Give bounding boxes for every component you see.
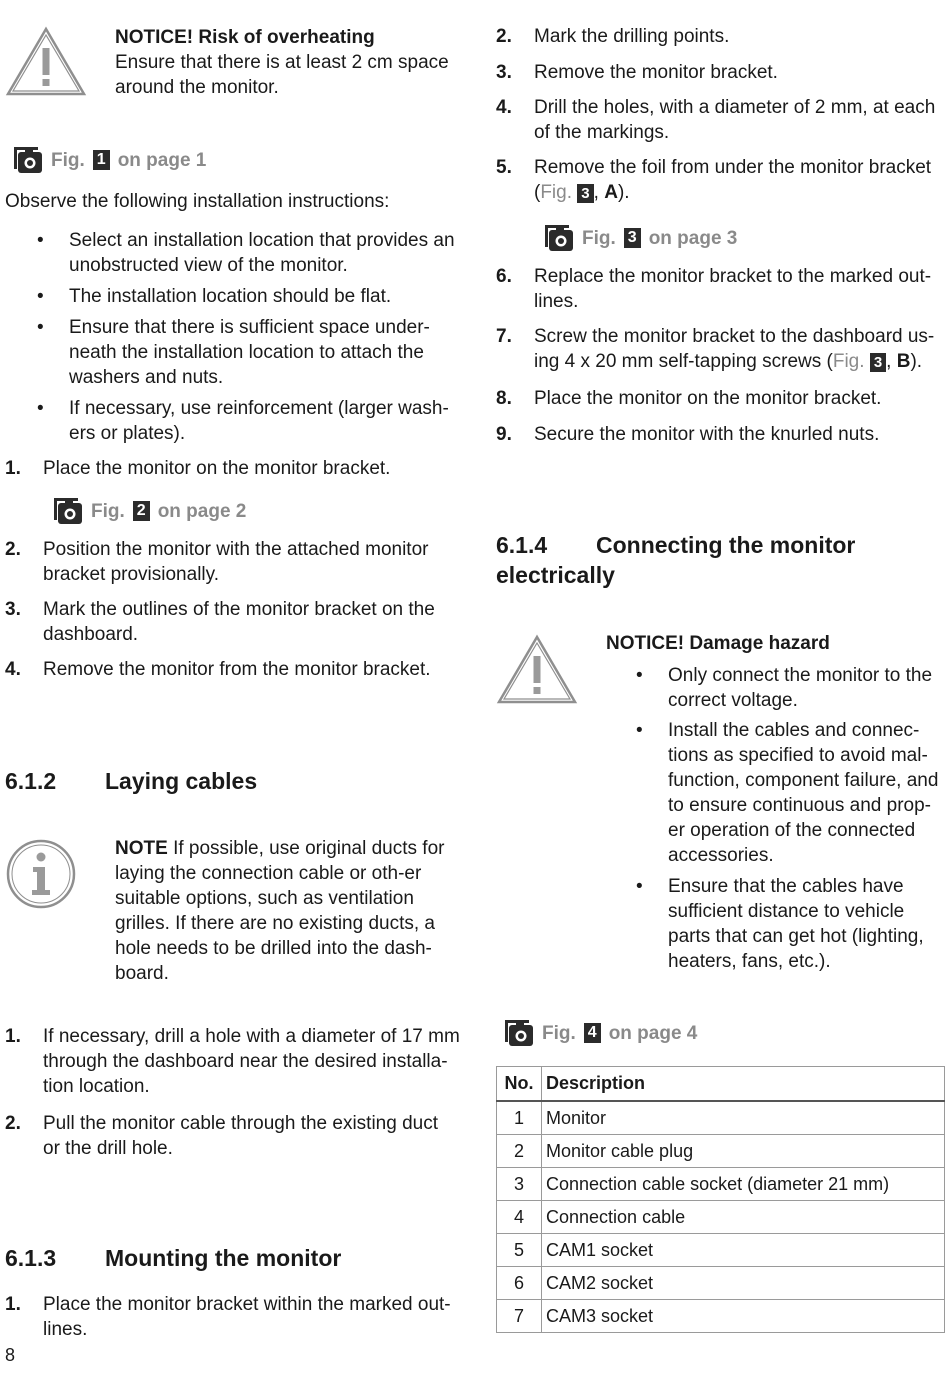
- notice-text: Ensure that there is at least 2 cm space: [115, 52, 449, 73]
- bullet-icon: •: [37, 230, 44, 251]
- step-number: 8.: [496, 388, 512, 409]
- notice-text: around the monitor.: [115, 77, 279, 98]
- step-text: Position the monitor with the attached monitor bracket provisionally.: [43, 539, 429, 585]
- table-cell: 3: [497, 1168, 542, 1201]
- inline-fig-link[interactable]: Fig.: [832, 351, 865, 372]
- step-item: [5, 1292, 460, 1342]
- figure-reference[interactable]: [53, 497, 246, 525]
- table-row: [497, 1234, 945, 1267]
- bullet-icon: •: [37, 286, 44, 307]
- table-cell: 7: [497, 1300, 542, 1333]
- note-text: If possible, use original ducts for laying the connection cable or oth-er suitable options, such as ventilation grilles. If there are no existing ducts, a hole needs to be drilled into the dash-board.: [115, 838, 445, 984]
- figure-reference[interactable]: [504, 1019, 697, 1047]
- table-cell: Monitor cable plug: [542, 1135, 945, 1168]
- fig-number: 3: [624, 228, 641, 248]
- step-number: 4.: [496, 97, 512, 118]
- fig-number: 1: [93, 150, 110, 170]
- warning-icon: [496, 634, 578, 706]
- fig-number: 3: [870, 353, 886, 372]
- parts-table: [496, 1066, 945, 1333]
- list-item: [37, 315, 437, 390]
- section-number: 6.1.3: [5, 1245, 57, 1271]
- table-cell: Monitor: [542, 1101, 945, 1135]
- fig-suffix: on page 3: [648, 227, 738, 249]
- paren: ).: [617, 182, 630, 203]
- table-row: [497, 1300, 945, 1333]
- step-item: [5, 597, 445, 647]
- step-number: 3.: [5, 599, 21, 620]
- separator: ,: [886, 351, 897, 372]
- inline-fig-link[interactable]: Fig.: [540, 182, 573, 203]
- separator: ,: [593, 182, 605, 203]
- table-cell: CAM1 socket: [542, 1234, 945, 1267]
- camera-icon: [13, 146, 43, 174]
- step-item: [496, 24, 941, 49]
- table-cell: Connection cable socket (diameter 21 mm): [542, 1168, 945, 1201]
- section-heading: [5, 1243, 341, 1273]
- page-number: 8: [5, 1345, 16, 1365]
- table-row: [497, 1135, 945, 1168]
- fig-prefix: Fig.: [582, 227, 616, 249]
- note-label: NOTE: [115, 838, 168, 859]
- notice-overheating: [115, 25, 455, 100]
- table-cell: 2: [497, 1135, 542, 1168]
- step-item: [496, 60, 941, 85]
- section-title: Mounting the monitor: [105, 1245, 342, 1271]
- column-header-no: No.: [497, 1067, 542, 1102]
- intro-text: Observe the following installation instructions:: [5, 191, 390, 212]
- column-header-description: Description: [542, 1067, 945, 1102]
- fig-number: 2: [133, 501, 150, 521]
- bullet-text: Ensure that the cables have sufficient distance to vehicle parts that can get hot (lighting, heaters, fans, etc.).: [668, 876, 924, 972]
- step-item: [496, 155, 941, 205]
- section-heading: [496, 530, 936, 590]
- table-cell: Connection cable: [542, 1201, 945, 1234]
- step-line: [534, 180, 941, 205]
- bullet-text: Only connect the monitor to the correct voltage.: [668, 665, 933, 711]
- step-number: 5.: [496, 157, 512, 178]
- step-text: Replace the monitor bracket to the marked out-lines.: [534, 266, 932, 312]
- table-cell: 4: [497, 1201, 542, 1234]
- camera-icon: [53, 497, 83, 525]
- fig-number: 4: [584, 1023, 601, 1043]
- bullet-text: Install the cables and connec-tions as specified to avoid mal-function, component failure, and to ensure continuous and prop-er operation of the connected accessories.: [668, 720, 939, 866]
- step-line: [534, 349, 944, 374]
- step-item: [5, 1024, 460, 1099]
- fig-prefix: Fig.: [91, 500, 125, 522]
- step-number: 3.: [496, 62, 512, 83]
- table-cell: CAM3 socket: [542, 1300, 945, 1333]
- section-title: Laying cables: [105, 768, 258, 794]
- table-row: [497, 1201, 945, 1234]
- table-cell: 6: [497, 1267, 542, 1300]
- step-text: Secure the monitor with the knurled nuts.: [534, 424, 880, 445]
- step-number: 1.: [5, 1294, 21, 1315]
- step-number: 2.: [5, 539, 21, 560]
- step-item: [496, 422, 941, 447]
- notice-title: NOTICE! Risk of overheating: [115, 27, 375, 48]
- fig-prefix: Fig.: [542, 1022, 576, 1044]
- step-text: Mark the drilling points.: [534, 26, 730, 47]
- step-text: [534, 324, 944, 374]
- step-text: Place the monitor bracket within the marked out-lines.: [43, 1294, 451, 1340]
- part-ref: A: [604, 182, 618, 203]
- bullet-icon: •: [636, 876, 643, 897]
- figure-reference[interactable]: [544, 224, 737, 252]
- table-cell: 5: [497, 1234, 542, 1267]
- list-item: [37, 396, 457, 446]
- section-number: 6.1.4: [496, 532, 548, 558]
- bullet-icon: •: [636, 720, 643, 741]
- note-block: [115, 836, 445, 986]
- table-header-row: [497, 1067, 945, 1102]
- warning-icon: [5, 26, 87, 98]
- list-item: [37, 284, 457, 309]
- section-number: 6.1.2: [5, 768, 57, 794]
- step-text: Place the monitor on the monitor bracket.: [534, 388, 882, 409]
- fig-prefix: Fig.: [51, 149, 85, 171]
- step-item: [5, 657, 455, 682]
- bullet-icon: •: [37, 398, 44, 419]
- step-item: [496, 324, 944, 374]
- step-item: [5, 1111, 455, 1161]
- step-text: Place the monitor on the monitor bracket.: [43, 458, 391, 479]
- list-item: [37, 228, 457, 278]
- table-row: [497, 1267, 945, 1300]
- step-item: [496, 264, 936, 314]
- bullet-icon: •: [37, 317, 44, 338]
- step-number: 1.: [5, 1026, 21, 1047]
- step-number: 1.: [5, 458, 21, 479]
- notice-title: NOTICE! Damage hazard: [606, 633, 830, 654]
- step-number: 2.: [496, 26, 512, 47]
- step-text: Remove the monitor from the monitor bracket.: [43, 659, 431, 680]
- step-text: Pull the monitor cable through the existing duct or the drill hole.: [43, 1113, 439, 1159]
- step-text: If necessary, drill a hole with a diameter of 17 mm through the dashboard near the desired installa-tion location.: [43, 1026, 460, 1097]
- step-text: Mark the outlines of the monitor bracket on the dashboard.: [43, 599, 435, 645]
- table-row: [497, 1101, 945, 1135]
- list-item: [636, 874, 936, 974]
- step-item: [496, 95, 941, 145]
- step-text: Drill the holes, with a diameter of 2 mm, at each of the markings.: [534, 97, 936, 143]
- section-title: Connecting the monitor: [596, 532, 856, 558]
- bullet-text: If necessary, use reinforcement (larger wash-ers or plates).: [69, 398, 449, 444]
- step-item: [496, 386, 941, 411]
- step-item: [5, 456, 455, 481]
- section-title: electrically: [496, 562, 615, 588]
- step-text: [534, 155, 941, 205]
- step-line-text: ing 4 x 20 mm self-tapping screws (: [534, 351, 833, 372]
- step-number: 6.: [496, 266, 512, 287]
- bullet-icon: •: [636, 665, 643, 686]
- list-item: [636, 718, 946, 868]
- figure-reference[interactable]: [13, 146, 206, 174]
- bullet-text: The installation location should be flat.: [69, 286, 392, 307]
- step-number: 4.: [5, 659, 21, 680]
- fig-suffix: on page 2: [157, 500, 247, 522]
- fig-suffix: on page 1: [117, 149, 207, 171]
- step-line: Remove the foil from under the monitor bracket: [534, 157, 932, 178]
- fig-number: 3: [577, 184, 593, 203]
- part-ref: B: [896, 351, 911, 372]
- paren: (: [534, 182, 541, 203]
- list-item: [636, 663, 946, 713]
- bullet-text: Ensure that there is sufficient space under-neath the installation location to attach the washers and nuts.: [69, 317, 430, 388]
- step-number: 2.: [5, 1113, 21, 1134]
- step-number: 9.: [496, 424, 512, 445]
- table-cell: 1: [497, 1101, 542, 1135]
- step-number: 7.: [496, 326, 512, 347]
- step-text: Remove the monitor bracket.: [534, 62, 778, 83]
- bullet-text: Select an installation location that provides an unobstructed view of the monitor.: [69, 230, 455, 276]
- paren: ).: [910, 351, 923, 372]
- table-cell: CAM2 socket: [542, 1267, 945, 1300]
- section-heading: [5, 766, 257, 796]
- fig-suffix: on page 4: [608, 1022, 698, 1044]
- camera-icon: [544, 224, 574, 252]
- info-icon: [5, 838, 77, 910]
- step-line: Screw the monitor bracket to the dashboard us-: [534, 326, 935, 347]
- table-row: [497, 1168, 945, 1201]
- step-item: [5, 537, 445, 587]
- camera-icon: [504, 1019, 534, 1047]
